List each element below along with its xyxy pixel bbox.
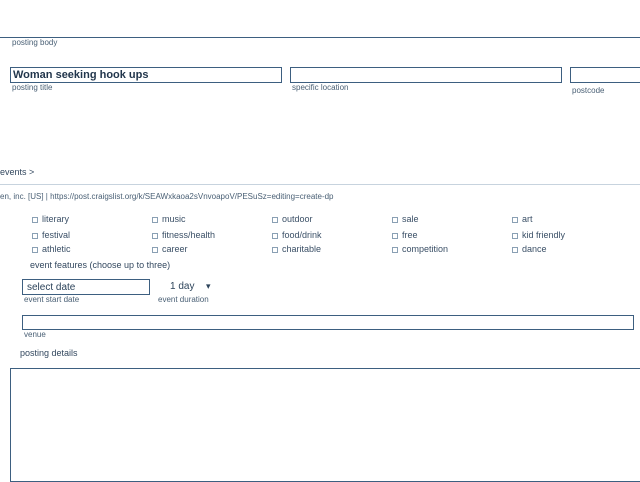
event-start-date-label: event start date <box>24 295 80 304</box>
event-feature-checkbox[interactable] <box>32 214 69 225</box>
checkbox-icon[interactable] <box>152 233 158 239</box>
specific-location-input[interactable] <box>290 67 562 83</box>
event-feature-label: charitable <box>282 244 322 254</box>
checkbox-icon[interactable] <box>32 247 38 253</box>
checkbox-icon[interactable] <box>152 247 158 253</box>
venue-label: venue <box>24 330 46 339</box>
checkbox-icon[interactable] <box>392 247 398 253</box>
checkbox-icon[interactable] <box>392 233 398 239</box>
postcode-input[interactable] <box>570 67 640 83</box>
posting-title-label: posting title <box>12 83 53 92</box>
event-start-date-input[interactable] <box>22 279 150 295</box>
posting-details-heading: posting details <box>20 348 78 358</box>
event-duration-value: 1 day <box>170 281 195 292</box>
url-line: en, inc. [US] | https://post.craigslist.org/k/SEAWxkaoa2sVnvoapoV/PESuSz=editing=create-dp <box>0 192 334 201</box>
event-feature-label: athletic <box>42 244 71 254</box>
event-feature-checkbox[interactable] <box>32 244 71 255</box>
event-feature-label: kid friendly <box>522 230 566 240</box>
event-duration-label: event duration <box>158 295 209 304</box>
breadcrumb[interactable]: events > <box>0 167 35 177</box>
divider <box>0 184 640 185</box>
checkbox-icon[interactable] <box>512 217 518 223</box>
checkbox-icon[interactable] <box>272 233 278 239</box>
event-feature-label: outdoor <box>282 214 313 224</box>
event-feature-label: food/drink <box>282 230 322 240</box>
event-feature-label: art <box>522 214 533 224</box>
checkbox-icon[interactable] <box>32 233 38 239</box>
checkbox-icon[interactable] <box>392 217 398 223</box>
event-feature-label: free <box>402 230 418 240</box>
event-feature-checkbox[interactable] <box>512 230 565 241</box>
event-duration-select[interactable] <box>158 281 218 295</box>
event-feature-label: festival <box>42 230 71 240</box>
event-feature-checkbox[interactable] <box>392 214 419 225</box>
posting-body-label: posting body <box>12 38 58 47</box>
chevron-down-icon: ▾ <box>206 281 211 291</box>
venue-input[interactable] <box>22 315 634 330</box>
checkbox-icon[interactable] <box>152 217 158 223</box>
posting-body-textarea[interactable] <box>0 0 640 38</box>
posting-details-area[interactable] <box>10 368 640 482</box>
event-feature-label: dance <box>522 244 547 254</box>
event-features-label: event features (choose up to three) <box>30 260 171 270</box>
checkbox-icon[interactable] <box>272 217 278 223</box>
event-feature-label: fitness/health <box>162 230 216 240</box>
postcode-label: postcode <box>572 86 605 95</box>
event-feature-label: career <box>162 244 188 254</box>
event-feature-checkbox[interactable] <box>512 214 533 225</box>
checkbox-icon[interactable] <box>272 247 278 253</box>
checkbox-icon[interactable] <box>512 233 518 239</box>
posting-title-value: Woman seeking hook ups <box>13 69 149 81</box>
specific-location-label: specific location <box>292 83 349 92</box>
event-feature-checkbox[interactable] <box>512 244 547 255</box>
event-feature-checkbox[interactable] <box>152 230 215 241</box>
event-feature-label: literary <box>42 214 70 224</box>
event-feature-checkbox[interactable] <box>272 214 313 225</box>
event-feature-label: sale <box>402 214 419 224</box>
checkbox-icon[interactable] <box>32 217 38 223</box>
event-feature-checkbox[interactable] <box>272 244 321 255</box>
event-feature-checkbox[interactable] <box>32 230 70 241</box>
event-start-date-value: select date <box>27 282 76 293</box>
event-feature-label: music <box>162 214 186 224</box>
event-feature-checkbox[interactable] <box>152 214 186 225</box>
event-feature-checkbox[interactable] <box>272 230 322 241</box>
event-feature-checkbox[interactable] <box>392 230 418 241</box>
event-feature-checkbox[interactable] <box>392 244 448 255</box>
event-feature-checkbox[interactable] <box>152 244 188 255</box>
event-feature-label: competition <box>402 244 449 254</box>
checkbox-icon[interactable] <box>512 247 518 253</box>
posting-title-input[interactable] <box>10 67 282 83</box>
